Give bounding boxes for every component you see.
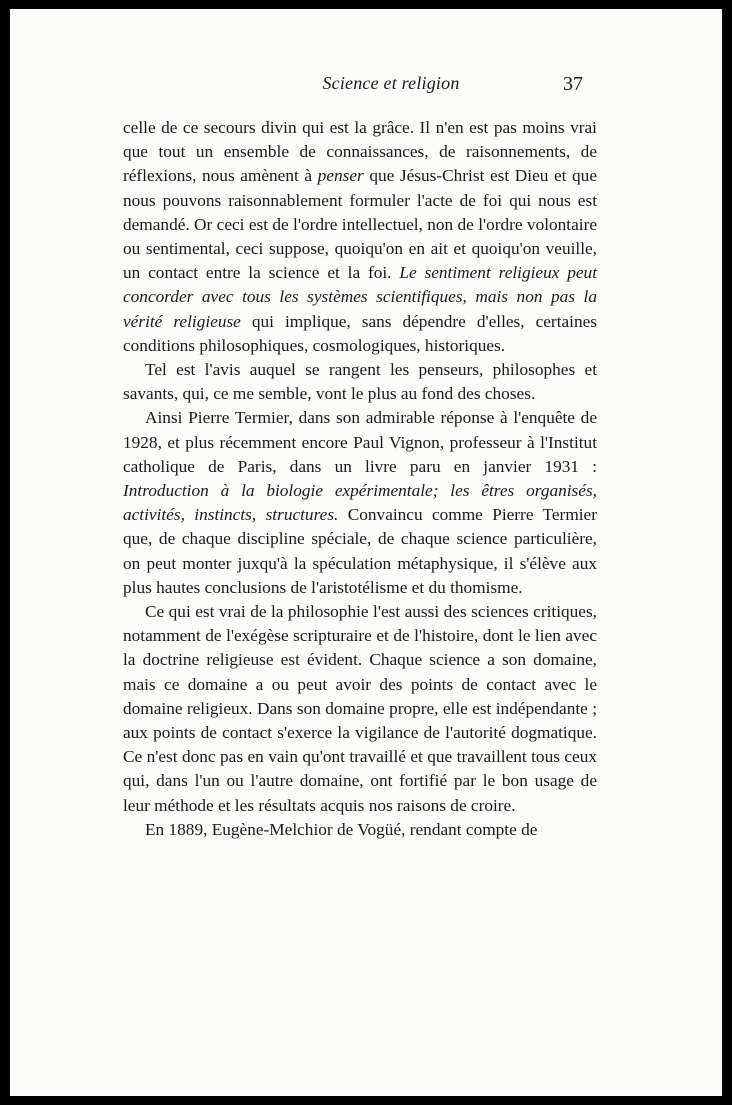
p1-italic-penser: penser [317, 166, 364, 186]
paragraph-4: Ce qui est vrai de la philosophie l'est aussi des sciences critiques, notamment de l'exégèse scripturaire et de l'histoire, dont le lien avec la doctrine religieuse est évident. Chaque science a son domaine, mais ce domaine a ou peut avoir des points de contact avec le domaine religieux. Dans son domaine propre, elle est indépendante ; aux points de contact s'exerce la vigilance de l'autorité dogmatique. Ce n'est donc pas en vain qu'ont travaillé et que travaillent tous ceux qui, dans l'un ou l'autre domaine, ont fortifié par le bon usage de leur méthode et les résultats acquis nos raisons de croire. [123, 602, 597, 815]
p1-text-c: que Jésus-Christ est Dieu et que nous pouvons raisonnablement formuler l'acte de foi qui nous est demandé. Or ceci est de l'ordre intellectuel, non de l'ordre volontaire ou sentimental, ceci suppose, quoiqu'on en ait et quoiqu'on veuille, un contact entre la science et la foi. [123, 166, 597, 283]
paragraph-3 [123, 406, 597, 600]
running-title: Science et religion [322, 73, 460, 93]
paragraph-5: En 1889, Eugène-Melchior de Vogüé, rendant compte de [145, 819, 538, 839]
paragraph-2: Tel est l'avis auquel se rangent les penseurs, philosophes et savants, qui, ce me semble, vont le plus au fond des choses. [123, 360, 597, 404]
p3-text-a: Ainsi Pierre Termier, dans son admirable réponse à l'enquête de 1928, et plus récemment encore Paul Vignon, professeur à l'Institut catholique de Paris, dans un livre paru en janvier 1931 : [123, 408, 597, 476]
p3-text-c: Convaincu comme Pierre Termier que, de chaque discipline spéciale, de chaque science particulière, on peut monter juxqu'à la spéculation métaphysique, il s'élève aux plus hautes conclusions de l'aristotélisme et du thomisme. [123, 505, 597, 597]
paragraph-1 [123, 116, 597, 358]
page-header [10, 73, 722, 99]
book-page [10, 9, 722, 1096]
p3-italic-book-title: Introduction à la biologie expérimentale; les êtres organisés, activités, instincts, structures. [123, 481, 597, 525]
p1-italic-quote: Le sentiment religieux peut concorder avec tous les systèmes scientifiques, mais non pas la vérité religieuse [123, 263, 597, 331]
p1-text-e: qui implique, sans dépendre d'elles, certaines conditions philosophiques, cosmologiques, historiques. [123, 311, 597, 355]
body-text [123, 116, 597, 842]
p1-text-a: celle de ce secours divin qui est la grâce. Il n'en est pas moins vrai que tout un ensemble de connaissances, de raisonnements, de réflexions, nous amènent à [123, 118, 597, 186]
page-number: 37 [563, 73, 583, 95]
